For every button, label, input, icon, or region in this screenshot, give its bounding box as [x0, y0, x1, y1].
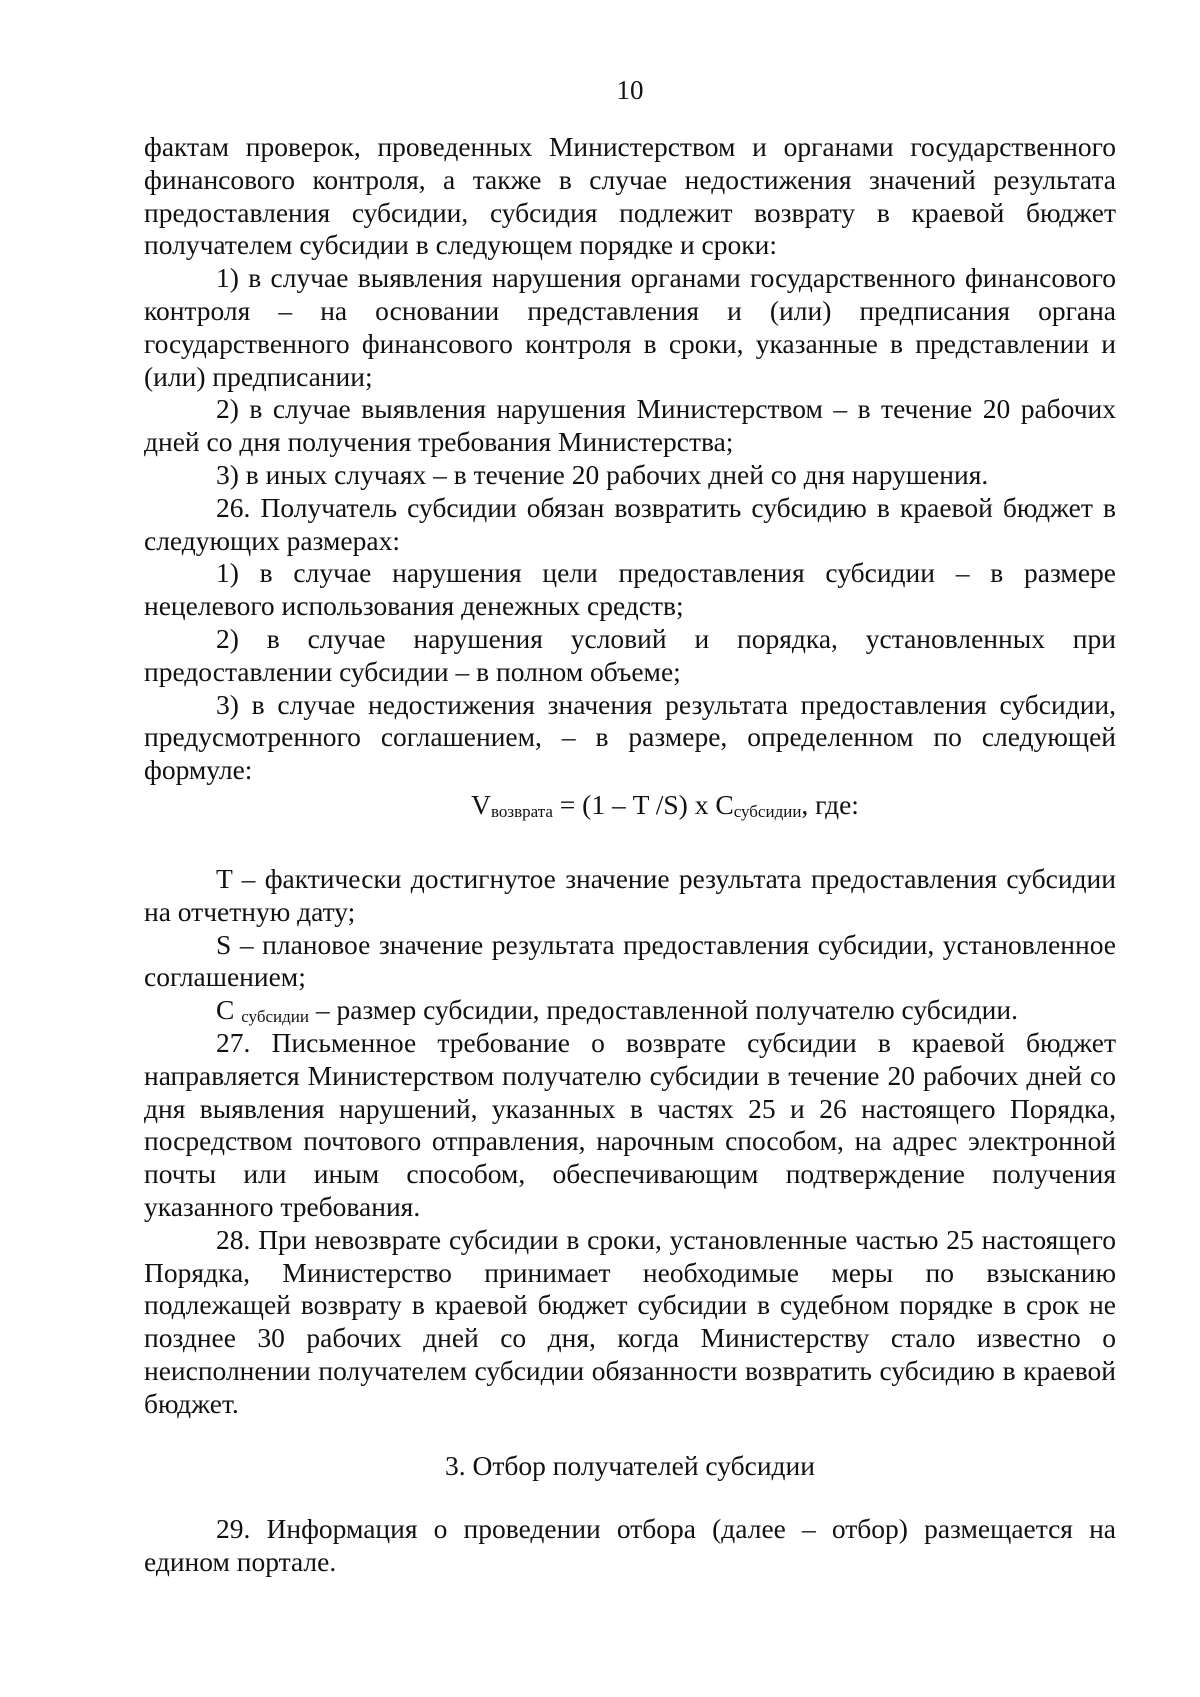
- paragraph-26: 26. Получатель субсидии обязан возвратить субсидию в краевой бюджет в следующих размерах:: [144, 491, 1116, 556]
- definition-t: T – фактически достигнутое значение результата предоставления субсидии на отчетную дату;: [144, 862, 1116, 927]
- formula-v: V: [471, 788, 491, 820]
- paragraph-26-item-1: 1) в случае нарушения цели предоставления субсидии – в размере нецелевого использования денежных средств;: [144, 557, 1116, 622]
- formula-v-subscript: возврата: [490, 801, 553, 821]
- section-heading: 3. Отбор получателей субсидии: [445, 1450, 815, 1482]
- paragraph-continuation: фактам проверок, проведенных Министерством и органами государственного финансового контроля, а также в случае недостижения значений результата предоставления субсидии, субсидия подлежит возврату в краевой бюджет получателем субсидии в следующем порядке и сроки:: [144, 131, 1116, 261]
- paragraph-item-2: 2) в случае выявления нарушения Министерством – в течение 20 рабочих дней со дня получения требования Министерства;: [144, 393, 1116, 458]
- definition-c-symbol: C: [216, 994, 235, 1026]
- document-body: [144, 131, 1116, 1579]
- definition-c-subscript: субсидии: [241, 1007, 309, 1027]
- formula-middle: = (1 – T /S) x C: [552, 788, 734, 820]
- refund-formula: [144, 789, 1116, 863]
- paragraph-28: 28. При невозврате субсидии в сроки, установленные частью 25 настоящего Порядка, Министерство принимает необходимые меры по взысканию подлежащей возврату в краевой бюджет субсидии в судебном порядке в срок не позднее 30 рабочих дней со дня, когда Министерству стало известно о неисполнении получателем субсидии обязанности возвратить субсидию в краевой бюджет.: [144, 1223, 1116, 1419]
- definition-c: [144, 994, 1116, 1027]
- formula-tail: , где:: [801, 788, 859, 820]
- paragraph-27: 27. Письменное требование о возврате субсидии в краевой бюджет направляется Министерством получателю субсидии в течение 20 рабочих дней со дня выявления нарушений, указанных в частях 25 и 26 настоящего Порядка, посредством почтового отправления, нарочным способом, на адрес электронной почты или иным способом, обеспечивающим подтверждение получения указанного требования.: [144, 1026, 1116, 1222]
- paragraph-item-1: 1) в случае выявления нарушения органами государственного финансового контроля – на основании представления и (или) предписания органа государственного финансового контроля в сроки, указанные в представлении и (или) предписании;: [144, 262, 1116, 392]
- paragraph-26-item-3: 3) в случае недостижения значения результата предоставления субсидии, предусмотренного соглашением, – в размере, определенном по следующей формуле:: [144, 688, 1116, 786]
- paragraph-item-3: 3) в иных случаях – в течение 20 рабочих дней со дня нарушения.: [216, 458, 989, 490]
- definition-c-text: – размер субсидии, предоставленной получателю субсидии.: [308, 994, 1018, 1026]
- formula-c-subscript: субсидии: [733, 801, 802, 821]
- paragraph-29: 29. Информация о проведении отбора (далее – отбор) размещается на едином портале.: [144, 1513, 1116, 1578]
- paragraph-26-item-2: 2) в случае нарушения условий и порядка, установленных при предоставлении субсидии – в полном объеме;: [144, 622, 1116, 687]
- page-number: 10: [616, 75, 644, 105]
- definition-s: S – плановое значение результата предоставления субсидии, установленное соглашением;: [144, 928, 1116, 993]
